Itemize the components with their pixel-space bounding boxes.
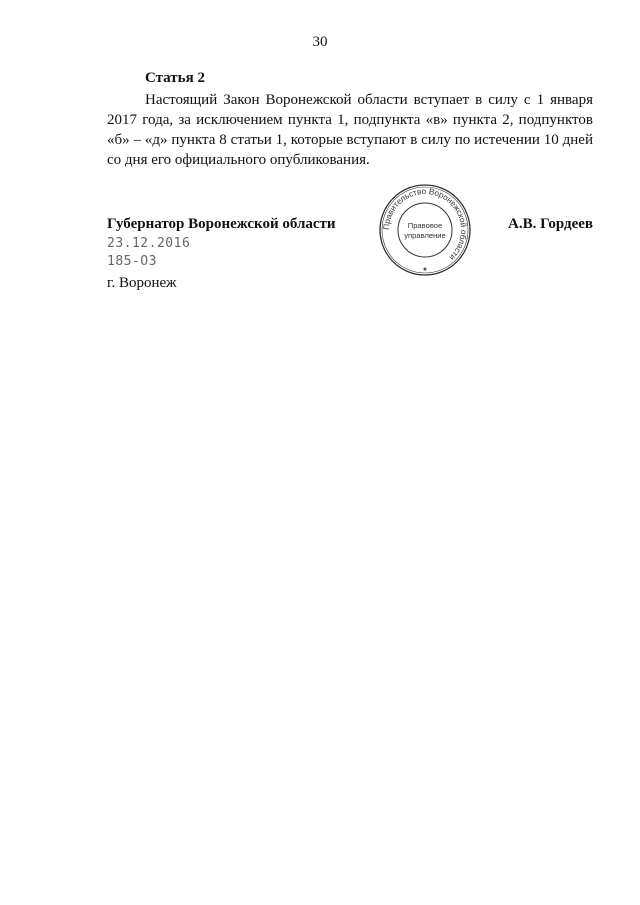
seal-star-icon: ★ [422,266,428,273]
signature-name: А.В. Гордеев [508,216,593,232]
law-date: 23.12.2016 [107,236,191,251]
signing-city: г. Воронеж [107,275,177,291]
article-heading: Статья 2 [145,70,205,86]
seal-ring-text: Правительство Воронежской области [381,186,469,263]
seal-center-line1: Правовое [407,221,443,230]
official-seal [378,183,472,277]
signature-title: Губернатор Воронежской области [107,216,336,232]
article-body: Настоящий Закон Воронежской области вступает в силу с 1 января 2017 года, за исключением пункта 1, подпункта «в» пункта 2, подпунктов «б» – «д» пункта 8 статьи 1, которые вступают в силу по истечении 10 дней со дня его официального опубликования. [107,92,593,168]
law-number: 185-ОЗ [107,254,157,269]
seal-center-line2: управление [404,231,446,240]
page-number: 30 [312,34,328,50]
